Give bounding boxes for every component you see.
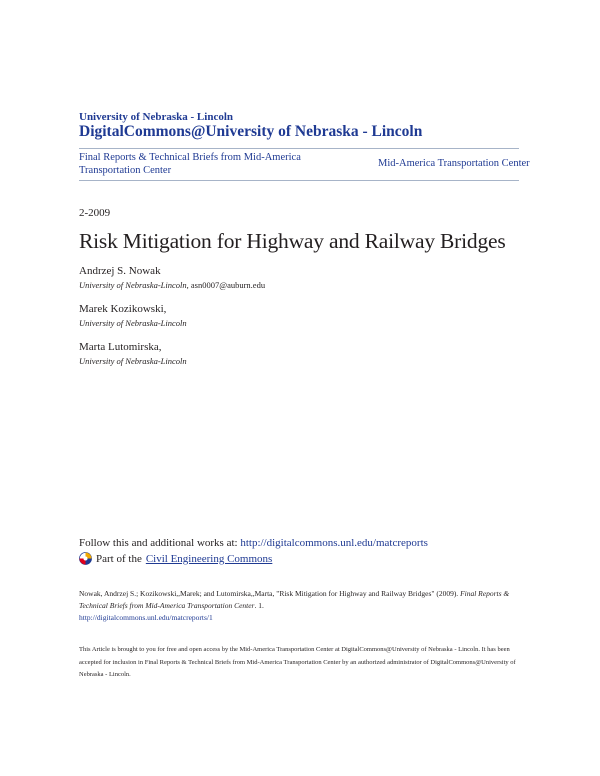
affiliation-text: University of Nebraska-Lincoln [79,280,187,290]
series-link[interactable]: Final Reports & Technical Briefs from Mid-America Transportation Center [79,152,301,176]
collection-link[interactable]: http://digitalcommons.unl.edu/matcreports [240,537,428,549]
author-affiliation [79,280,265,290]
commons-network-icon [79,552,92,565]
author-affiliation: University of Nebraska-Lincoln [79,318,187,328]
recommended-citation [79,588,519,624]
part-of-label: Part of the [96,552,142,565]
header-divider-top [79,148,519,149]
document-title: Risk Mitigation for Highway and Railway Bridges [79,229,506,253]
part-of-line [79,552,272,565]
publication-date: 2-2009 [79,207,111,219]
follow-label: Follow this and additional works at: [79,537,241,549]
citation-text: Nowak, Andrzej S.; Kozikowski,,Marek; and Lutomirska,,Marta, "Risk Mitigation for Highway and Railway Bridges" (2009). [79,589,459,598]
citation-url[interactable]: http://digitalcommons.unl.edu/matcreports/1 [79,613,213,622]
follow-line [79,537,428,549]
header-divider-bottom [79,180,519,181]
citation-source: Final Reports & Technical Briefs from Mid-America Transportation Center [79,589,510,610]
author-email: , asn0007@auburn.edu [186,280,266,290]
access-notice: This Article is brought to you for free and open access by the Mid-America Transportation Center at DigitalCommons@University of Nebraska - Lincoln. It has been accepted for inclusion in Final Reports & Technical Briefs from Mid-America Transportation Center by an authorized administrator of DigitalCommons@University of Nebraska - Lincoln. [79,646,516,678]
author-affiliation: University of Nebraska-Lincoln [79,356,187,366]
discipline-link[interactable]: Civil Engineering Commons [145,552,273,565]
repository-link[interactable]: DigitalCommons@University of Nebraska - Lincoln [79,123,423,140]
author-name: Marek Kozikowski, [79,303,167,315]
author-name: Marta Lutomirska, [79,341,162,353]
center-link[interactable]: Mid-America Transportation Center [378,158,530,169]
author-name: Andrzej S. Nowak [79,265,161,277]
citation-suffix: . 1. [254,601,264,610]
institution-link[interactable]: University of Nebraska - Lincoln [79,111,233,123]
